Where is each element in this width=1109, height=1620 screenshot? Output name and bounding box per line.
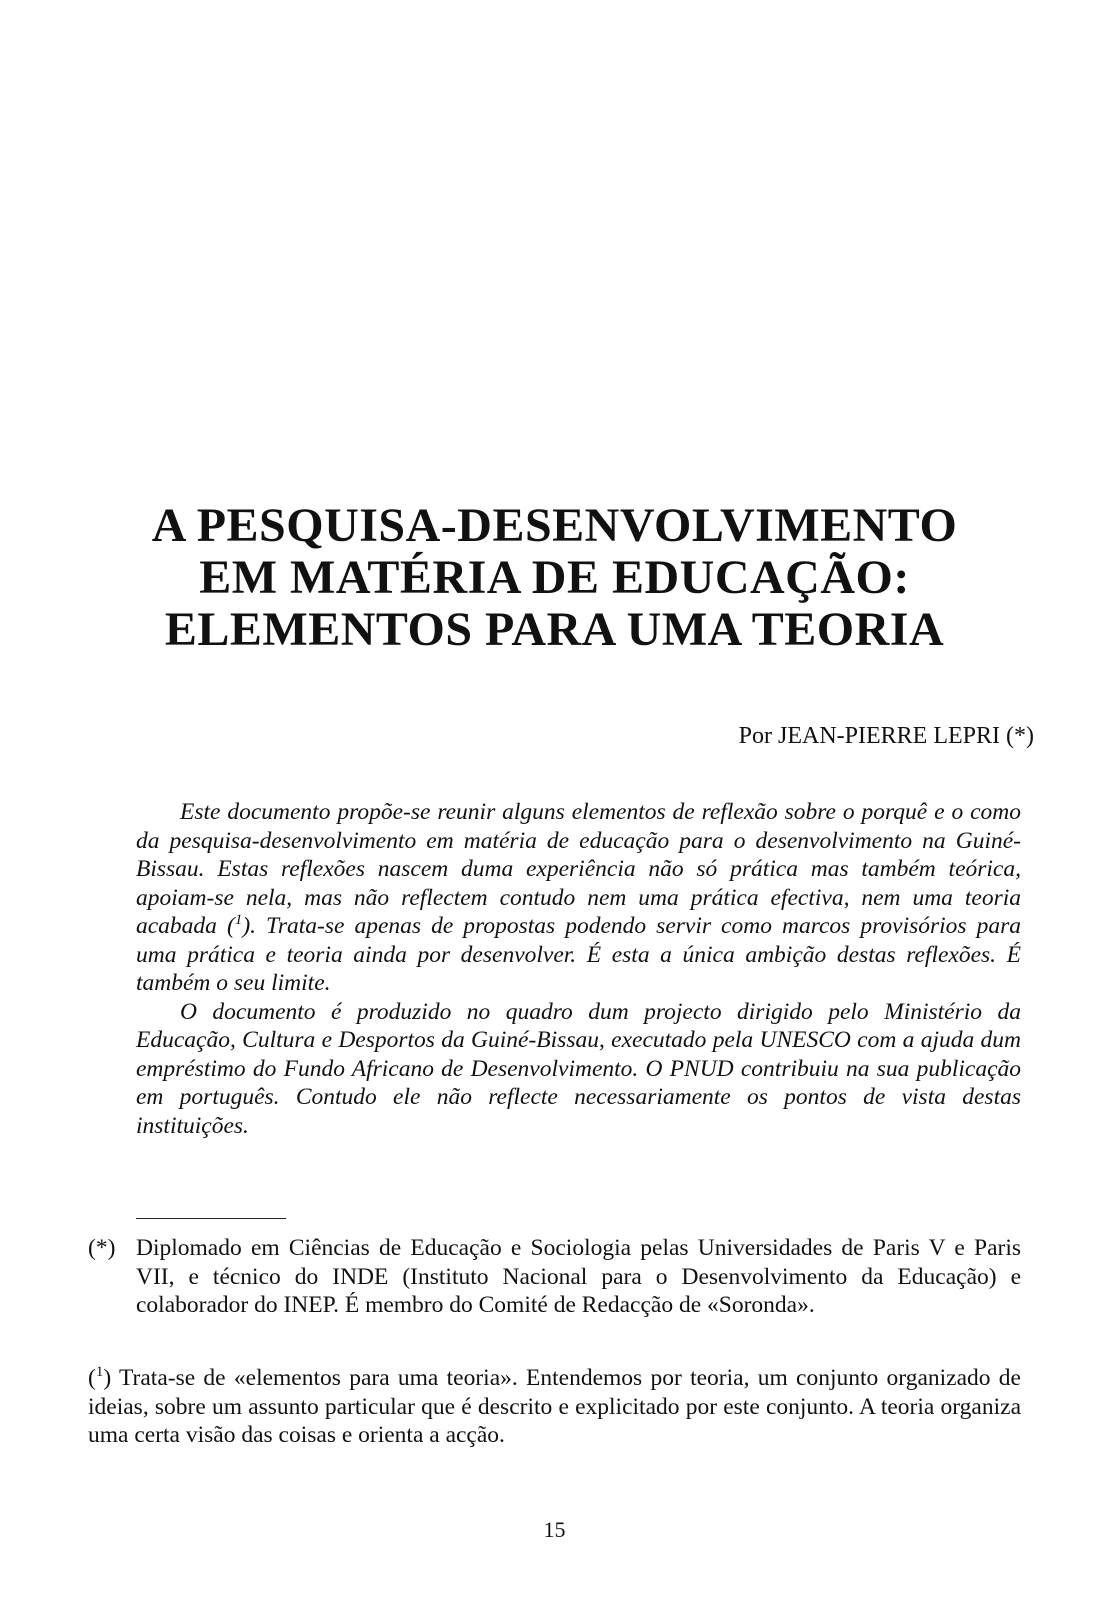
footnote-author-text: Diplomado em Ciências de Educação e Sociologia pelas Universidades de Paris V e Paris VII, e técnico do INDE (Instituto Nacional para o Desenvolvimento da Educação) e colaborador do INEP. É membro do Comité de Redacção de «Soronda». (136, 1235, 1021, 1318)
abstract-paragraph-1 (136, 798, 1021, 998)
title-line-2: EM MATÉRIA DE EDUCAÇÃO: (199, 551, 910, 604)
article-title (120, 500, 989, 656)
footnote-author-marker: (*) (88, 1235, 116, 1261)
page-number: 15 (543, 1517, 566, 1542)
footnote-1-marker: 1 (95, 1364, 104, 1381)
footnote-separator (136, 1218, 286, 1219)
abstract-p1-text: Este documento propõe-se reunir alguns elementos de reflexão sobre o porquê e o como da pesquisa-desenvolvimento em matéria de educação para o desenvolvimento na Guiné-Bissau. Estas reflexões nascem duma experiência não só prática mas também teórica, apoiam-se nela, mas não reflectem contudo nem uma prática efectiva, nem uma teoria acabada ( (136, 799, 1021, 939)
title-line-1: A PESQUISA-DESENVOLVIMENTO (151, 499, 958, 552)
footnote-1-open: ( (88, 1365, 96, 1391)
abstract (136, 798, 1021, 1140)
author-byline: Por JEAN-PIERRE LEPRI (*) (738, 723, 1034, 749)
footnote-author (88, 1234, 1021, 1320)
footnote-ref-1: 1 (234, 912, 243, 929)
title-line-3: ELEMENTOS PARA UMA TEORIA (164, 603, 945, 656)
footnote-1 (88, 1364, 1021, 1450)
abstract-p1-continuation: ). Trata-se apenas de propostas podendo servir como marcos provisórios para uma prática e teoria ainda por desenvolver. É esta a única ambição destas reflexões. É também o seu limite. (136, 913, 1021, 996)
abstract-paragraph-2: O documento é produzido no quadro dum projecto dirigido pelo Ministério da Educação, Cultura e Desportos da Guiné-Bissau, executado pela UNESCO com a ajuda dum empréstimo do Fundo Africano de Desenvolvimento. O PNUD contribuiu na sua publicação em português. Contudo ele não reflecte necessariamente os pontos de vista destas instituições. (136, 998, 1021, 1139)
footnote-1-text: ) Trata-se de «elementos para uma teoria». Entendemos por teoria, um conjunto organizado de ideias, sobre um assunto particular que é descrito e explicitado por este conjunto. A teoria organiza uma certa visão das coisas e orienta a acção. (88, 1365, 1021, 1448)
